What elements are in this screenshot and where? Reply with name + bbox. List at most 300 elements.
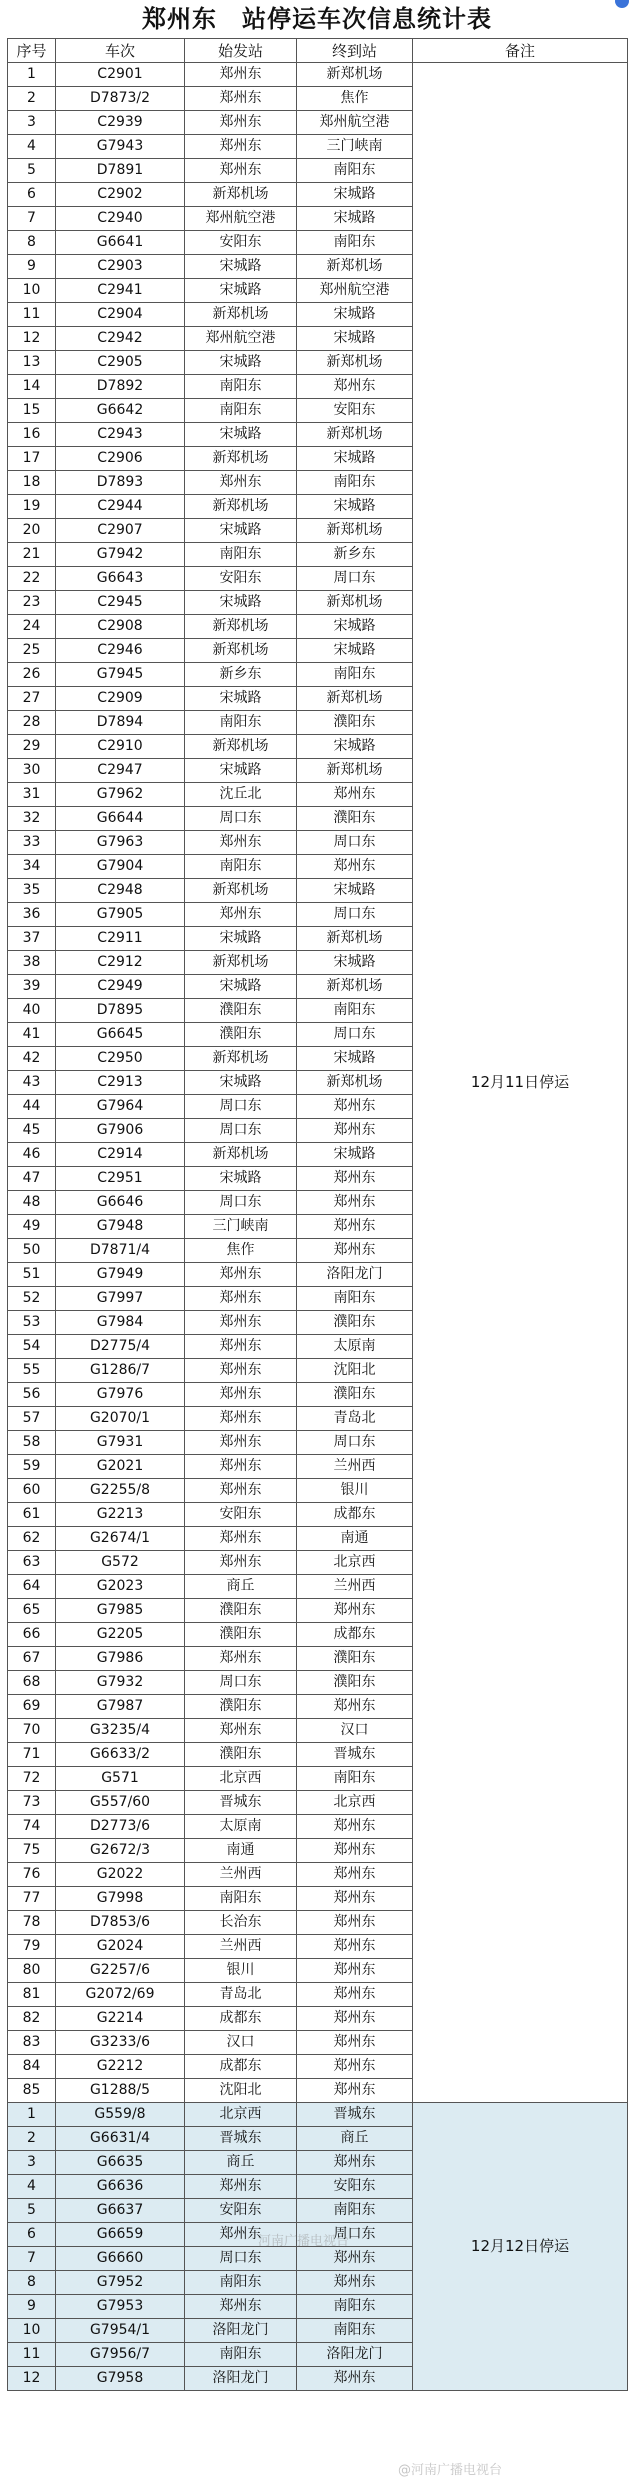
- cell-destination: 郑州东: [297, 2055, 413, 2079]
- cell-origin: 北京西: [185, 2103, 297, 2127]
- cell-number: 26: [8, 663, 56, 687]
- cell-origin: 郑州东: [185, 1527, 297, 1551]
- cell-number: 1: [8, 2103, 56, 2127]
- cell-destination: 郑州东: [297, 783, 413, 807]
- cell-origin: 郑州东: [185, 1287, 297, 1311]
- cell-origin: 洛阳龙门: [185, 2367, 297, 2391]
- cell-destination: 晋城东: [297, 2103, 413, 2127]
- cell-destination: 郑州东: [297, 1815, 413, 1839]
- cell-origin: 濮阳东: [185, 1743, 297, 1767]
- cell-number: 14: [8, 375, 56, 399]
- cell-train: G3233/6: [56, 2031, 185, 2055]
- cell-origin: 安阳东: [185, 2199, 297, 2223]
- cell-train: C2908: [56, 615, 185, 639]
- cell-origin: 宋城路: [185, 255, 297, 279]
- cell-number: 10: [8, 279, 56, 303]
- cell-destination: 濮阳东: [297, 1671, 413, 1695]
- cell-number: 80: [8, 1959, 56, 1983]
- cell-train: G7943: [56, 135, 185, 159]
- cell-destination: 沈阳北: [297, 1359, 413, 1383]
- cell-origin: 濮阳东: [185, 1695, 297, 1719]
- cell-destination: 兰州西: [297, 1575, 413, 1599]
- cell-origin: 新郑机场: [185, 303, 297, 327]
- cell-number: 13: [8, 351, 56, 375]
- cell-destination: 新乡东: [297, 543, 413, 567]
- cell-train: C2909: [56, 687, 185, 711]
- cell-origin: 郑州东: [185, 903, 297, 927]
- cell-train: G7949: [56, 1263, 185, 1287]
- table-body: [8, 63, 628, 2391]
- cell-number: 78: [8, 1911, 56, 1935]
- cell-origin: 新郑机场: [185, 495, 297, 519]
- cell-train: G2024: [56, 1935, 185, 1959]
- cell-destination: 周口东: [297, 567, 413, 591]
- cell-origin: 汉口: [185, 2031, 297, 2055]
- cell-train: C2944: [56, 495, 185, 519]
- cell-number: 62: [8, 1527, 56, 1551]
- cell-number: 41: [8, 1023, 56, 1047]
- cell-origin: 宋城路: [185, 1167, 297, 1191]
- cell-train: G7942: [56, 543, 185, 567]
- cell-origin: 宋城路: [185, 927, 297, 951]
- cell-number: 66: [8, 1623, 56, 1647]
- cell-origin: 南阳东: [185, 399, 297, 423]
- cell-train: G559/8: [56, 2103, 185, 2127]
- cell-number: 77: [8, 1887, 56, 1911]
- cell-origin: 濮阳东: [185, 1623, 297, 1647]
- cell-train: G6660: [56, 2247, 185, 2271]
- cell-number: 39: [8, 975, 56, 999]
- cell-number: 44: [8, 1095, 56, 1119]
- cell-train: G2213: [56, 1503, 185, 1527]
- cell-number: 73: [8, 1791, 56, 1815]
- cell-destination: 宋城路: [297, 735, 413, 759]
- cell-number: 53: [8, 1311, 56, 1335]
- cell-origin: 洛阳龙门: [185, 2319, 297, 2343]
- header-remark: 备注: [413, 39, 628, 63]
- cell-number: 67: [8, 1647, 56, 1671]
- cell-destination: 洛阳龙门: [297, 2343, 413, 2367]
- cell-origin: 郑州东: [185, 1551, 297, 1575]
- cell-train: C2903: [56, 255, 185, 279]
- cell-destination: 宋城路: [297, 183, 413, 207]
- cell-destination: 新郑机场: [297, 63, 413, 87]
- cell-origin: 周口东: [185, 807, 297, 831]
- cell-destination: 周口东: [297, 903, 413, 927]
- cell-train: G7952: [56, 2271, 185, 2295]
- cell-origin: 新郑机场: [185, 183, 297, 207]
- cell-train: C2907: [56, 519, 185, 543]
- cell-origin: 郑州东: [185, 1647, 297, 1671]
- cell-origin: 郑州东: [185, 1335, 297, 1359]
- cell-number: 46: [8, 1143, 56, 1167]
- cell-train: D7895: [56, 999, 185, 1023]
- cell-origin: 商丘: [185, 2151, 297, 2175]
- cell-train: G7985: [56, 1599, 185, 1623]
- cell-destination: 成都东: [297, 1623, 413, 1647]
- cell-remark: 12月12日停运: [413, 2103, 628, 2391]
- cell-number: 6: [8, 2223, 56, 2247]
- cell-destination: 南阳东: [297, 663, 413, 687]
- cell-destination: 宋城路: [297, 639, 413, 663]
- cell-destination: 郑州东: [297, 1167, 413, 1191]
- cell-origin: 周口东: [185, 1095, 297, 1119]
- cell-origin: 郑州东: [185, 135, 297, 159]
- cell-origin: 宋城路: [185, 519, 297, 543]
- cell-destination: 周口东: [297, 2223, 413, 2247]
- cell-destination: 晋城东: [297, 1743, 413, 1767]
- cell-destination: 南阳东: [297, 2199, 413, 2223]
- cell-destination: 新郑机场: [297, 519, 413, 543]
- cell-train: G7954/1: [56, 2319, 185, 2343]
- cell-origin: 新郑机场: [185, 1143, 297, 1167]
- cell-origin: 郑州航空港: [185, 207, 297, 231]
- cell-number: 59: [8, 1455, 56, 1479]
- cell-destination: 新郑机场: [297, 759, 413, 783]
- cell-number: 81: [8, 1983, 56, 2007]
- cell-train: G2674/1: [56, 1527, 185, 1551]
- cell-origin: 周口东: [185, 1191, 297, 1215]
- cell-number: 56: [8, 1383, 56, 1407]
- cell-destination: 商丘: [297, 2127, 413, 2151]
- cell-number: 84: [8, 2055, 56, 2079]
- cell-destination: 新郑机场: [297, 255, 413, 279]
- cell-destination: 宋城路: [297, 303, 413, 327]
- cell-destination: 宋城路: [297, 951, 413, 975]
- cell-number: 74: [8, 1815, 56, 1839]
- cell-destination: 郑州东: [297, 2079, 413, 2103]
- cell-number: 70: [8, 1719, 56, 1743]
- cell-train: D7892: [56, 375, 185, 399]
- cell-destination: 南阳东: [297, 1287, 413, 1311]
- cell-train: G572: [56, 1551, 185, 1575]
- cell-origin: 新郑机场: [185, 1047, 297, 1071]
- cell-destination: 安阳东: [297, 2175, 413, 2199]
- cell-origin: 濮阳东: [185, 1599, 297, 1623]
- cell-destination: 宋城路: [297, 207, 413, 231]
- cell-train: C2947: [56, 759, 185, 783]
- cell-number: 63: [8, 1551, 56, 1575]
- cell-number: 18: [8, 471, 56, 495]
- cell-destination: 郑州东: [297, 1119, 413, 1143]
- cell-train: G6641: [56, 231, 185, 255]
- cell-number: 45: [8, 1119, 56, 1143]
- cell-train: D7891: [56, 159, 185, 183]
- cell-origin: 银川: [185, 1959, 297, 1983]
- cell-train: C2948: [56, 879, 185, 903]
- cell-destination: 汉口: [297, 1719, 413, 1743]
- cell-destination: 郑州东: [297, 1983, 413, 2007]
- cell-train: C2942: [56, 327, 185, 351]
- cell-destination: 新郑机场: [297, 975, 413, 999]
- cell-train: G3235/4: [56, 1719, 185, 1743]
- cell-destination: 北京西: [297, 1791, 413, 1815]
- cell-destination: 郑州东: [297, 855, 413, 879]
- cell-destination: 郑州东: [297, 1839, 413, 1863]
- cell-origin: 南阳东: [185, 2343, 297, 2367]
- cell-train: C2950: [56, 1047, 185, 1071]
- cell-number: 55: [8, 1359, 56, 1383]
- statistics-sheet: [7, 0, 627, 2391]
- cell-train: C2902: [56, 183, 185, 207]
- cell-train: G1286/7: [56, 1359, 185, 1383]
- cell-origin: 安阳东: [185, 567, 297, 591]
- cell-train: G2257/6: [56, 1959, 185, 1983]
- cell-number: 38: [8, 951, 56, 975]
- cell-train: C2906: [56, 447, 185, 471]
- cell-number: 79: [8, 1935, 56, 1959]
- cell-destination: 南阳东: [297, 231, 413, 255]
- cell-origin: 晋城东: [185, 2127, 297, 2151]
- cell-destination: 南通: [297, 1527, 413, 1551]
- cell-train: G2070/1: [56, 1407, 185, 1431]
- cell-destination: 兰州西: [297, 1455, 413, 1479]
- cell-number: 19: [8, 495, 56, 519]
- cell-destination: 南阳东: [297, 2319, 413, 2343]
- cell-destination: 郑州东: [297, 1095, 413, 1119]
- cell-origin: 新郑机场: [185, 879, 297, 903]
- cell-train: G7984: [56, 1311, 185, 1335]
- cell-origin: 宋城路: [185, 591, 297, 615]
- cell-origin: 青岛北: [185, 1983, 297, 2007]
- cell-train: C2941: [56, 279, 185, 303]
- cell-train: G7904: [56, 855, 185, 879]
- cell-destination: 周口东: [297, 1431, 413, 1455]
- cell-number: 5: [8, 159, 56, 183]
- cell-train: G7931: [56, 1431, 185, 1455]
- cell-number: 27: [8, 687, 56, 711]
- cell-train: G6645: [56, 1023, 185, 1047]
- cell-train: G7986: [56, 1647, 185, 1671]
- cell-destination: 郑州东: [297, 1239, 413, 1263]
- cell-number: 37: [8, 927, 56, 951]
- cell-destination: 郑州航空港: [297, 111, 413, 135]
- cell-destination: 南阳东: [297, 2295, 413, 2319]
- cell-number: 12: [8, 2367, 56, 2391]
- cell-number: 7: [8, 207, 56, 231]
- cell-train: G2672/3: [56, 1839, 185, 1863]
- cell-train: G2212: [56, 2055, 185, 2079]
- cell-destination: 安阳东: [297, 399, 413, 423]
- cell-origin: 新郑机场: [185, 639, 297, 663]
- cell-origin: 成都东: [185, 2007, 297, 2031]
- cell-origin: 沈丘北: [185, 783, 297, 807]
- cell-origin: 郑州东: [185, 2295, 297, 2319]
- cell-destination: 郑州东: [297, 2031, 413, 2055]
- cell-train: D7853/6: [56, 1911, 185, 1935]
- cell-origin: 郑州东: [185, 1407, 297, 1431]
- cell-train: G6637: [56, 2199, 185, 2223]
- cell-origin: 北京西: [185, 1767, 297, 1791]
- cell-number: 4: [8, 2175, 56, 2199]
- cell-origin: 晋城东: [185, 1791, 297, 1815]
- cell-origin: 兰州西: [185, 1863, 297, 1887]
- cell-destination: 郑州东: [297, 2367, 413, 2391]
- cell-destination: 三门峡南: [297, 135, 413, 159]
- cell-destination: 新郑机场: [297, 423, 413, 447]
- cell-destination: 濮阳东: [297, 1311, 413, 1335]
- cell-destination: 宋城路: [297, 1047, 413, 1071]
- cell-train: G7998: [56, 1887, 185, 1911]
- cell-origin: 郑州东: [185, 1383, 297, 1407]
- cell-number: 40: [8, 999, 56, 1023]
- cell-origin: 宋城路: [185, 423, 297, 447]
- cell-destination: 郑州东: [297, 2271, 413, 2295]
- cell-train: C2940: [56, 207, 185, 231]
- cell-number: 48: [8, 1191, 56, 1215]
- cell-train: G7945: [56, 663, 185, 687]
- cell-number: 28: [8, 711, 56, 735]
- cell-origin: 濮阳东: [185, 1023, 297, 1047]
- cell-train: G2021: [56, 1455, 185, 1479]
- cell-number: 58: [8, 1431, 56, 1455]
- cell-number: 34: [8, 855, 56, 879]
- cell-destination: 濮阳东: [297, 1383, 413, 1407]
- cell-destination: 银川: [297, 1479, 413, 1503]
- cell-number: 1: [8, 63, 56, 87]
- cell-train: G7905: [56, 903, 185, 927]
- cell-origin: 周口东: [185, 1671, 297, 1695]
- cell-number: 10: [8, 2319, 56, 2343]
- cell-train: C2946: [56, 639, 185, 663]
- train-table: [7, 38, 628, 2391]
- cell-train: G6644: [56, 807, 185, 831]
- cell-origin: 三门峡南: [185, 1215, 297, 1239]
- cell-number: 72: [8, 1767, 56, 1791]
- cell-train: G7958: [56, 2367, 185, 2391]
- cell-number: 65: [8, 1599, 56, 1623]
- cell-number: 82: [8, 2007, 56, 2031]
- cell-number: 7: [8, 2247, 56, 2271]
- cell-number: 5: [8, 2199, 56, 2223]
- cell-train: G6636: [56, 2175, 185, 2199]
- cell-destination: 南阳东: [297, 159, 413, 183]
- cell-destination: 新郑机场: [297, 1071, 413, 1095]
- cell-destination: 新郑机场: [297, 687, 413, 711]
- cell-number: 30: [8, 759, 56, 783]
- cell-train: D2773/6: [56, 1815, 185, 1839]
- cell-number: 85: [8, 2079, 56, 2103]
- cell-number: 8: [8, 231, 56, 255]
- cell-number: 25: [8, 639, 56, 663]
- cell-number: 57: [8, 1407, 56, 1431]
- cell-origin: 成都东: [185, 2055, 297, 2079]
- cell-number: 6: [8, 183, 56, 207]
- cell-train: G7997: [56, 1287, 185, 1311]
- cell-origin: 周口东: [185, 2247, 297, 2271]
- cell-train: G2023: [56, 1575, 185, 1599]
- cell-number: 71: [8, 1743, 56, 1767]
- cell-number: 3: [8, 111, 56, 135]
- cell-number: 68: [8, 1671, 56, 1695]
- cell-train: G557/60: [56, 1791, 185, 1815]
- cell-origin: 郑州东: [185, 831, 297, 855]
- cell-destination: 南阳东: [297, 1767, 413, 1791]
- cell-destination: 郑州东: [297, 1191, 413, 1215]
- cell-number: 52: [8, 1287, 56, 1311]
- cell-destination: 宋城路: [297, 879, 413, 903]
- cell-number: 22: [8, 567, 56, 591]
- cell-number: 64: [8, 1575, 56, 1599]
- cell-destination: 郑州东: [297, 1215, 413, 1239]
- cell-number: 51: [8, 1263, 56, 1287]
- cell-destination: 新郑机场: [297, 927, 413, 951]
- cell-origin: 安阳东: [185, 1503, 297, 1527]
- cell-origin: 南阳东: [185, 711, 297, 735]
- cell-number: 15: [8, 399, 56, 423]
- cell-origin: 郑州东: [185, 1719, 297, 1743]
- cell-train: G7932: [56, 1671, 185, 1695]
- cell-train: C2911: [56, 927, 185, 951]
- cell-remark: 12月11日停运: [413, 63, 628, 2103]
- cell-origin: 新乡东: [185, 663, 297, 687]
- cell-number: 12: [8, 327, 56, 351]
- cell-destination: 郑州东: [297, 1959, 413, 1983]
- cell-train: C2912: [56, 951, 185, 975]
- header-destination: 终到站: [297, 39, 413, 63]
- cell-origin: 郑州东: [185, 1431, 297, 1455]
- cell-destination: 宋城路: [297, 327, 413, 351]
- header-row: [8, 39, 628, 63]
- cell-train: G7906: [56, 1119, 185, 1143]
- cell-destination: 郑州东: [297, 1863, 413, 1887]
- cell-destination: 成都东: [297, 1503, 413, 1527]
- cell-origin: 郑州东: [185, 1311, 297, 1335]
- cell-number: 43: [8, 1071, 56, 1095]
- cell-destination: 郑州东: [297, 2007, 413, 2031]
- cell-destination: 北京西: [297, 1551, 413, 1575]
- cell-origin: 沈阳北: [185, 2079, 297, 2103]
- cell-number: 9: [8, 2295, 56, 2319]
- cell-train: G2255/8: [56, 1479, 185, 1503]
- cell-origin: 濮阳东: [185, 999, 297, 1023]
- cell-train: G7987: [56, 1695, 185, 1719]
- table-row: [8, 63, 628, 87]
- cell-number: 54: [8, 1335, 56, 1359]
- page-title: 郑州东 站停运车次信息统计表: [142, 5, 492, 33]
- cell-origin: 南通: [185, 1839, 297, 1863]
- cell-number: 29: [8, 735, 56, 759]
- cell-destination: 郑州东: [297, 375, 413, 399]
- cell-number: 69: [8, 1695, 56, 1719]
- cell-destination: 新郑机场: [297, 591, 413, 615]
- cell-origin: 郑州东: [185, 1479, 297, 1503]
- cell-origin: 宋城路: [185, 351, 297, 375]
- cell-origin: 南阳东: [185, 543, 297, 567]
- cell-origin: 焦作: [185, 1239, 297, 1263]
- cell-train: G571: [56, 1767, 185, 1791]
- cell-train: C2945: [56, 591, 185, 615]
- cell-number: 23: [8, 591, 56, 615]
- cell-destination: 南阳东: [297, 471, 413, 495]
- cell-number: 8: [8, 2271, 56, 2295]
- cell-train: G2022: [56, 1863, 185, 1887]
- cell-origin: 安阳东: [185, 231, 297, 255]
- cell-train: D7873/2: [56, 87, 185, 111]
- cell-train: G6643: [56, 567, 185, 591]
- cell-origin: 郑州东: [185, 471, 297, 495]
- cell-train: C2949: [56, 975, 185, 999]
- cell-number: 4: [8, 135, 56, 159]
- cell-origin: 郑州东: [185, 87, 297, 111]
- cell-number: 9: [8, 255, 56, 279]
- cell-number: 49: [8, 1215, 56, 1239]
- cell-train: G7956/7: [56, 2343, 185, 2367]
- cell-origin: 新郑机场: [185, 735, 297, 759]
- cell-origin: 宋城路: [185, 687, 297, 711]
- cell-destination: 宋城路: [297, 615, 413, 639]
- cell-number: 20: [8, 519, 56, 543]
